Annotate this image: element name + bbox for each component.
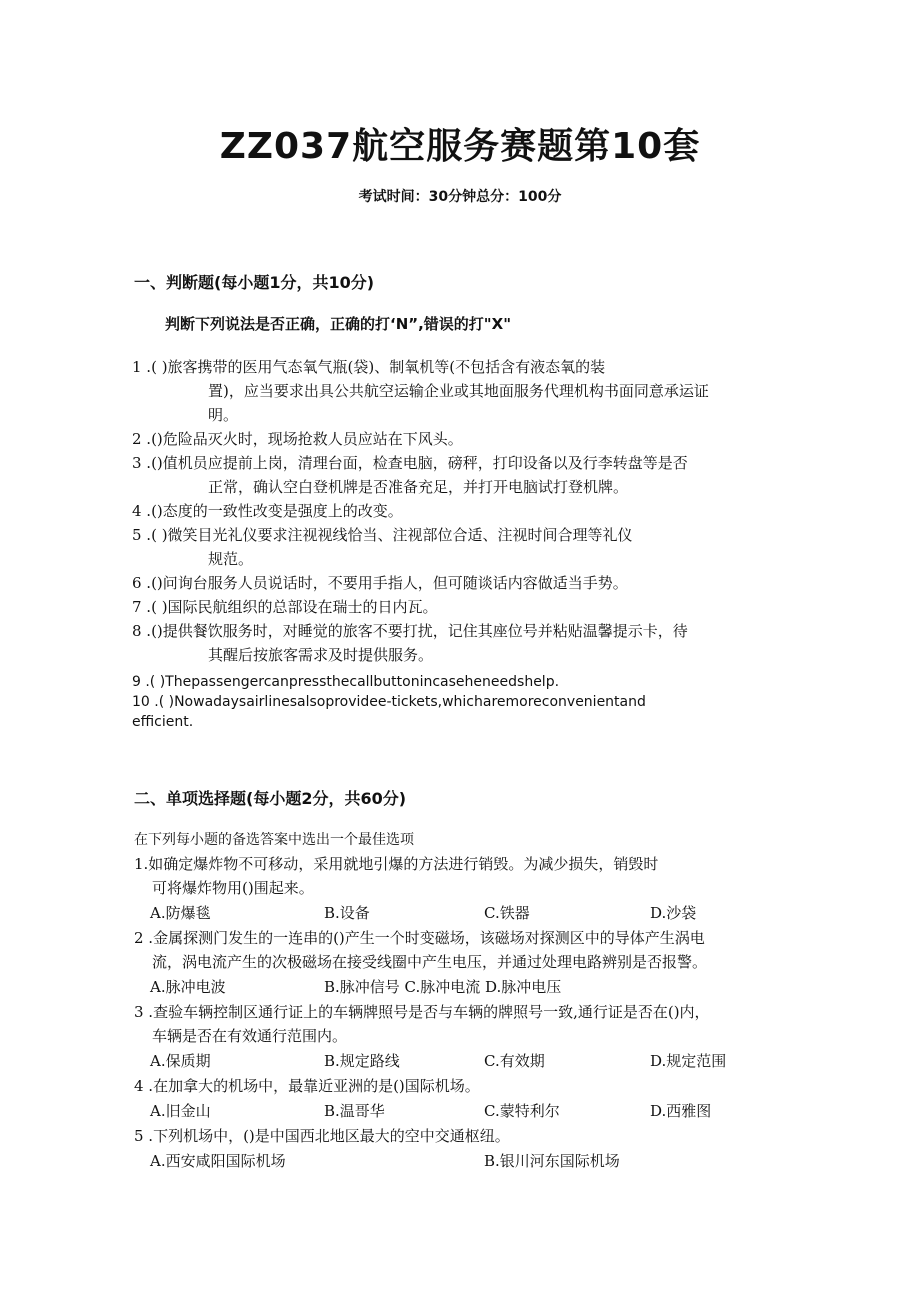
mc-question-3-line-2: 车辆是否在有效通行范围内。 <box>152 1027 348 1045</box>
section-2-instruction: 在下列每小题的备选答案中选出一个最佳选项 <box>134 832 414 848</box>
page-title: ZZ037航空服务赛题第10套 <box>219 126 701 167</box>
tf-question-10-line-1: 10 .( )Nowadaysairlinesalsoprovidee-tickets,whicharemoreconvenientand <box>132 694 646 710</box>
mc-question-2-line-1: 2 .金属探测门发生的一连串的()产生一个时变磁场，该磁场对探测区中的导体产生涡电 <box>134 929 705 947</box>
mc-question-2-option-a: A.脉冲电波 <box>150 978 226 996</box>
mc-question-5-option-a: A.西安咸阳国际机场 <box>150 1152 286 1170</box>
tf-question-1-line-1: 1 .( )旅客携带的医用气态氧气瓶(袋)、制氧机等(不包括含有液态氧的装 <box>132 358 606 376</box>
mc-question-1-option-a: A.防爆毯 <box>150 904 211 922</box>
tf-question-1-line-2: 置)，应当要求出具公共航空运输企业或其地面服务代理机构书面同意承运证 <box>208 382 709 400</box>
tf-question-1-line-3: 明。 <box>208 406 239 424</box>
exam-info: 考试时间：30分钟总分：100分 <box>358 189 562 205</box>
tf-question-5-line-2: 规范。 <box>208 550 254 568</box>
mc-question-2-options-bcd: B.脉冲信号 C.脉冲电流 D.脉冲电压 <box>324 978 562 996</box>
mc-question-2-line-2: 流，涡电流产生的次极磁场在接受线圈中产生电压，并通过处理电路辨别是否报警。 <box>152 953 708 971</box>
mc-question-4-option-c: C.蒙特利尔 <box>484 1102 560 1120</box>
mc-question-3-option-b: B.规定路线 <box>324 1052 400 1070</box>
tf-question-8-line-2: 其醒后按旅客需求及时提供服务。 <box>208 646 434 664</box>
mc-question-4-option-b: B.温哥华 <box>324 1102 385 1120</box>
mc-question-4-option-a: A.旧金山 <box>150 1102 211 1120</box>
tf-question-6: 6 .()问询台服务人员说话时，不要用手指人，但可随谈话内容做适当手势。 <box>132 574 628 592</box>
tf-question-8-line-1: 8 .()提供餐饮服务时，对睡觉的旅客不要打扰，记住其座位号并粘贴温馨提示卡，待 <box>132 622 688 640</box>
tf-question-10-line-2: efficient. <box>132 714 194 730</box>
mc-question-1-line-2: 可将爆炸物用()围起来。 <box>152 879 314 897</box>
mc-question-3-option-a: A.保质期 <box>150 1052 211 1070</box>
mc-question-4-line-1: 4 .在加拿大的机场中，最靠近亚洲的是()国际机场。 <box>134 1077 480 1095</box>
mc-question-4-option-d: D.西雅图 <box>650 1102 712 1120</box>
tf-question-9: 9 .( )Thepassengercanpressthecallbuttonincaseheneedshelp. <box>132 674 560 690</box>
section-1-instruction: 判断下列说法是否正确，正确的打‘N”,错误的打"X" <box>165 315 512 333</box>
mc-question-1-option-b: B.设备 <box>324 904 370 922</box>
mc-question-3-line-1: 3 .查验车辆控制区通行证上的车辆牌照号是否与车辆的牌照号一致,通行证是否在()内， <box>134 1003 710 1021</box>
mc-question-5-line-1: 5 .下列机场中，()是中国西北地区最大的空中交通枢纽。 <box>134 1127 510 1145</box>
section-2-heading: 二、单项选择题(每小题2分，共60分) <box>134 789 407 808</box>
mc-question-1-option-d: D.沙袋 <box>650 904 697 922</box>
tf-question-3-line-2: 正常，确认空白登机牌是否准备充足，并打开电脑试打登机牌。 <box>208 478 629 496</box>
mc-question-3-option-d: D.规定范围 <box>650 1052 727 1070</box>
section-1-heading: 一、判断题(每小题1分，共10分) <box>134 273 375 292</box>
tf-question-2: 2 .()危险品灭火时，现场抢救人员应站在下风头。 <box>132 430 463 448</box>
mc-question-5-option-b: B.银川河东国际机场 <box>484 1152 620 1170</box>
tf-question-3-line-1: 3 .()值机员应提前上岗，清理台面，检查电脑，磅秤，打印设备以及行李转盘等是否 <box>132 454 688 472</box>
tf-question-5-line-1: 5 .( )微笑目光礼仪要求注视视线恰当、注视部位合适、注视时间合理等礼仪 <box>132 526 633 544</box>
mc-question-3-option-c: C.有效期 <box>484 1052 545 1070</box>
tf-question-7: 7 .( )国际民航组织的总部设在瑞士的日内瓦。 <box>132 598 438 616</box>
mc-question-1-line-1: 1.如确定爆炸物不可移动，采用就地引爆的方法进行销毁。为减少损失，销毁时 <box>134 855 659 873</box>
tf-question-4: 4 .()态度的一致性改变是强度上的改变。 <box>132 502 403 520</box>
mc-question-1-option-c: C.铁器 <box>484 904 530 922</box>
